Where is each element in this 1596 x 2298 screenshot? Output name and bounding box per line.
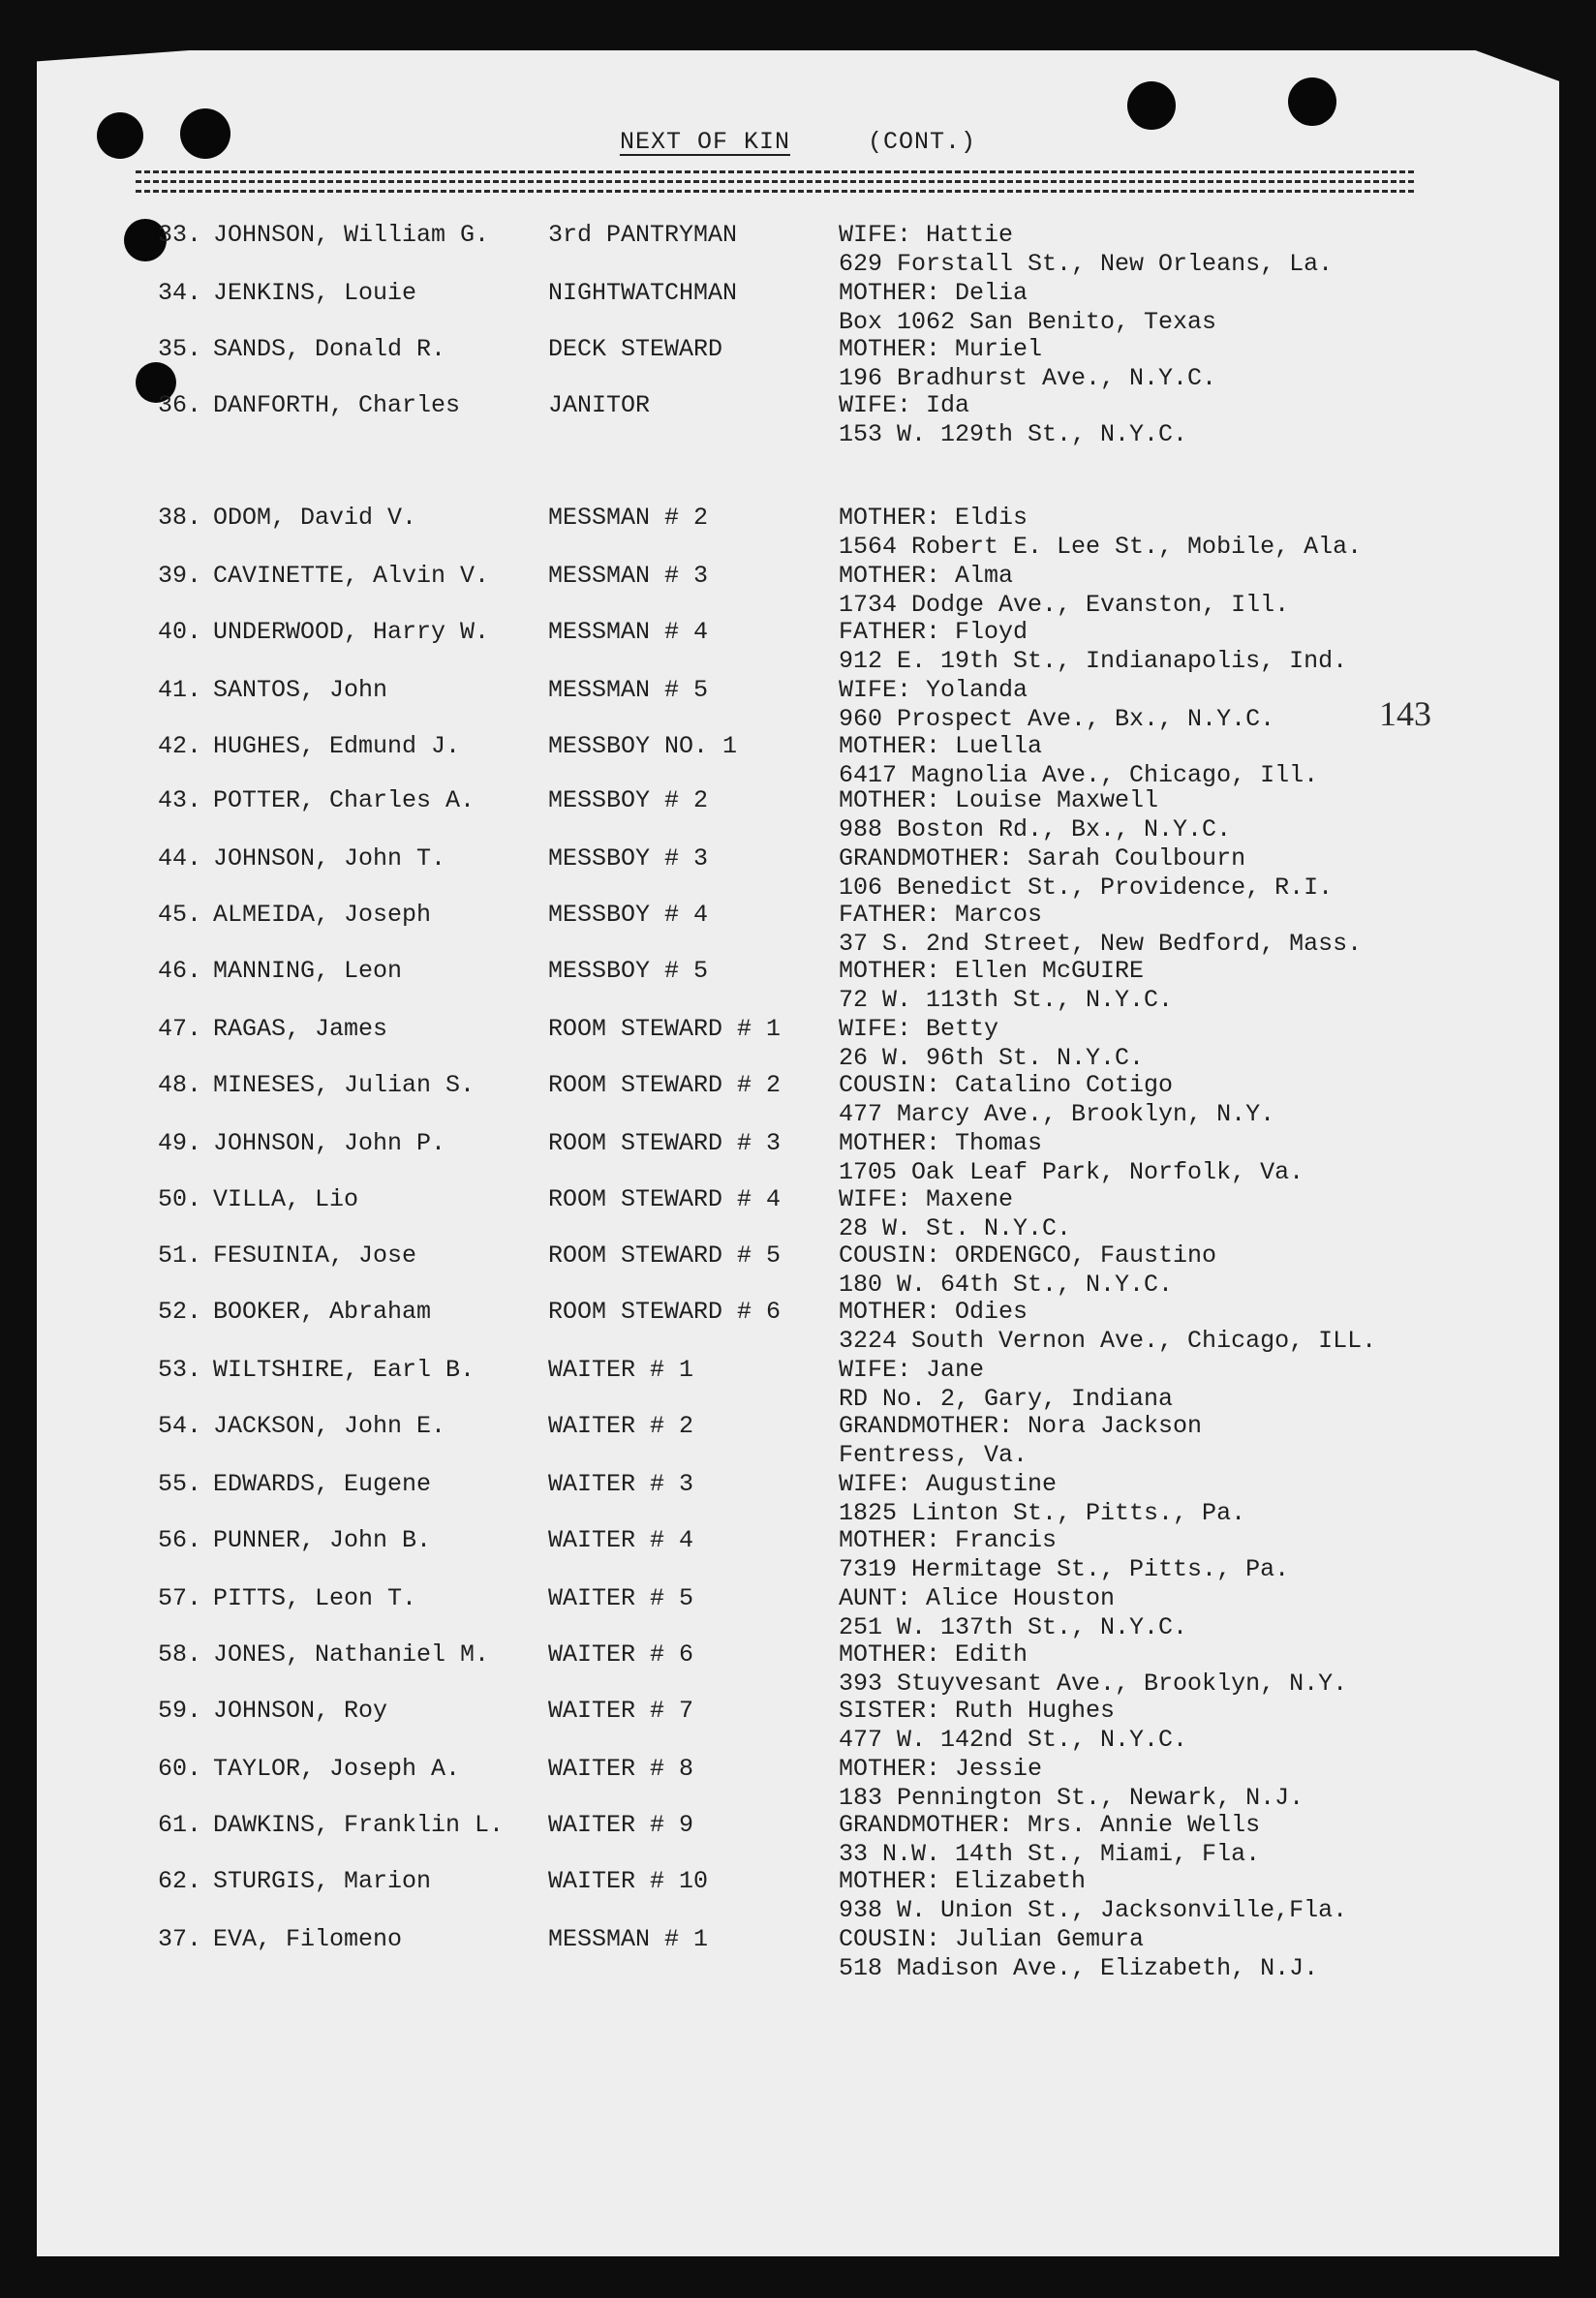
kin-relation: WIFE: Augustine (839, 1470, 1058, 1498)
crew-name: DANFORTH, Charles (213, 391, 461, 419)
kin-relation: MOTHER: Jessie (839, 1755, 1043, 1783)
entry-number: 43. (157, 786, 201, 814)
entry-number: 41. (157, 676, 201, 704)
crew-name: ODOM, David V. (213, 504, 417, 532)
kin-address: 518 Madison Ave., Elizabeth, N.J. (839, 1954, 1319, 1982)
list-item (0, 1470, 1596, 1528)
crew-position: ROOM STEWARD # 2 (548, 1071, 782, 1099)
crew-position: MESSBOY # 4 (548, 901, 709, 929)
kin-relation: AUNT: Alice Houston (839, 1584, 1116, 1612)
crew-name: PITTS, Leon T. (213, 1584, 417, 1612)
crew-position: WAITER # 8 (548, 1755, 694, 1783)
kin-relation: MOTHER: Ellen McGUIRE (839, 957, 1145, 985)
crew-name: RAGAS, James (213, 1015, 388, 1043)
entry-number: 56. (157, 1526, 201, 1554)
entry-number: 54. (157, 1412, 201, 1440)
kin-relation: GRANDMOTHER: Sarah Coulbourn (839, 844, 1246, 873)
crew-name: ALMEIDA, Joseph (213, 901, 432, 929)
crew-position: MESSMAN # 3 (548, 562, 709, 590)
list-item (0, 1584, 1596, 1642)
kin-address: 196 Bradhurst Ave., N.Y.C. (839, 364, 1217, 392)
crew-position: WAITER # 7 (548, 1697, 694, 1725)
crew-name: PUNNER, John B. (213, 1526, 432, 1554)
list-item (0, 1129, 1596, 1187)
crew-position: ROOM STEWARD # 6 (548, 1298, 782, 1326)
crew-name: JOHNSON, William G. (213, 221, 490, 249)
crew-name: MANNING, Leon (213, 957, 403, 985)
list-item (0, 1241, 1596, 1300)
list-item (0, 1071, 1596, 1129)
kin-address: 37 S. 2nd Street, New Bedford, Mass. (839, 930, 1363, 958)
list-item (0, 676, 1596, 734)
entry-number: 58. (157, 1640, 201, 1669)
kin-relation: GRANDMOTHER: Nora Jackson (839, 1412, 1203, 1440)
list-item (0, 1640, 1596, 1699)
kin-address: 106 Benedict St., Providence, R.I. (839, 873, 1334, 902)
crew-position: WAITER # 3 (548, 1470, 694, 1498)
crew-name: TAYLOR, Joseph A. (213, 1755, 461, 1783)
list-item (0, 901, 1596, 959)
crew-position: NIGHTWATCHMAN (548, 279, 738, 307)
list-item (0, 562, 1596, 620)
kin-address: 28 W. St. N.Y.C. (839, 1214, 1072, 1242)
crew-name: WILTSHIRE, Earl B. (213, 1356, 476, 1384)
list-item (0, 618, 1596, 676)
kin-relation: MOTHER: Luella (839, 732, 1043, 760)
crew-name: HUGHES, Edmund J. (213, 732, 461, 760)
crew-position: MESSMAN # 5 (548, 676, 709, 704)
crew-position: MESSMAN # 4 (548, 618, 709, 646)
entry-number: 47. (157, 1015, 201, 1043)
entry-number: 44. (157, 844, 201, 873)
entry-number: 53. (157, 1356, 201, 1384)
kin-address: 477 Marcy Ave., Brooklyn, N.Y. (839, 1100, 1275, 1128)
kin-address: 26 W. 96th St. N.Y.C. (839, 1044, 1145, 1072)
kin-address: 629 Forstall St., New Orleans, La. (839, 250, 1334, 278)
kin-relation: SISTER: Ruth Hughes (839, 1697, 1116, 1725)
list-item (0, 279, 1596, 337)
kin-address: 960 Prospect Ave., Bx., N.Y.C. (839, 705, 1275, 733)
crew-position: WAITER # 6 (548, 1640, 694, 1669)
list-item (0, 1867, 1596, 1925)
kin-address: 33 N.W. 14th St., Miami, Fla. (839, 1840, 1261, 1868)
kin-address: RD No. 2, Gary, Indiana (839, 1385, 1174, 1413)
list-item (0, 391, 1596, 449)
kin-relation: WIFE: Ida (839, 391, 970, 419)
entry-number: 46. (157, 957, 201, 985)
crew-position: WAITER # 2 (548, 1412, 694, 1440)
kin-address: 1705 Oak Leaf Park, Norfolk, Va. (839, 1158, 1304, 1186)
divider-rule (136, 180, 1414, 183)
crew-name: JOHNSON, John P. (213, 1129, 446, 1157)
entry-number: 39. (157, 562, 201, 590)
kin-relation: WIFE: Yolanda (839, 676, 1028, 704)
entry-number: 57. (157, 1584, 201, 1612)
crew-name: EDWARDS, Eugene (213, 1470, 432, 1498)
entry-number: 37. (157, 1925, 201, 1953)
kin-address: 183 Pennington St., Newark, N.J. (839, 1784, 1304, 1812)
page-title (0, 128, 1596, 156)
crew-name: POTTER, Charles A. (213, 786, 476, 814)
title-main: NEXT OF KIN (619, 128, 790, 156)
kin-address: 988 Boston Rd., Bx., N.Y.C. (839, 815, 1232, 843)
list-item (0, 1356, 1596, 1414)
kin-address: 393 Stuyvesant Ave., Brooklyn, N.Y. (839, 1670, 1348, 1698)
list-item (0, 1811, 1596, 1869)
punch-hole (1288, 77, 1336, 126)
kin-address: 1564 Robert E. Lee St., Mobile, Ala. (839, 533, 1363, 561)
crew-name: UNDERWOOD, Harry W. (213, 618, 490, 646)
entry-number: 48. (157, 1071, 201, 1099)
crew-name: CAVINETTE, Alvin V. (213, 562, 490, 590)
list-item (0, 1298, 1596, 1356)
kin-relation: FATHER: Floyd (839, 618, 1028, 646)
crew-name: STURGIS, Marion (213, 1867, 432, 1895)
list-item (0, 335, 1596, 393)
kin-relation: WIFE: Betty (839, 1015, 999, 1043)
crew-name: DAWKINS, Franklin L. (213, 1811, 505, 1839)
crew-name: BOOKER, Abraham (213, 1298, 432, 1326)
kin-address: 938 W. Union St., Jacksonville,Fla. (839, 1896, 1348, 1924)
entry-number: 36. (157, 391, 201, 419)
crew-name: JONES, Nathaniel M. (213, 1640, 490, 1669)
list-item (0, 221, 1596, 279)
kin-address: 912 E. 19th St., Indianapolis, Ind. (839, 647, 1348, 675)
crew-name: MINESES, Julian S. (213, 1071, 476, 1099)
kin-relation: MOTHER: Eldis (839, 504, 1028, 532)
kin-relation: MOTHER: Alma (839, 562, 1014, 590)
crew-position: WAITER # 9 (548, 1811, 694, 1839)
crew-position: MESSBOY # 3 (548, 844, 709, 873)
list-item (0, 1185, 1596, 1243)
entry-number: 49. (157, 1129, 201, 1157)
crew-position: MESSMAN # 2 (548, 504, 709, 532)
crew-name: JOHNSON, John T. (213, 844, 446, 873)
entry-number: 33. (157, 221, 201, 249)
page-number: 143 (1379, 694, 1431, 733)
kin-relation: WIFE: Hattie (839, 221, 1014, 249)
list-item (0, 1412, 1596, 1470)
kin-address: 7319 Hermitage St., Pitts., Pa. (839, 1555, 1290, 1583)
crew-position: WAITER # 10 (548, 1867, 709, 1895)
entry-number: 38. (157, 504, 201, 532)
kin-address: 1825 Linton St., Pitts., Pa. (839, 1499, 1246, 1527)
list-item (0, 844, 1596, 903)
kin-relation: FATHER: Marcos (839, 901, 1043, 929)
list-item (0, 786, 1596, 844)
crew-position: 3rd PANTRYMAN (548, 221, 738, 249)
crew-name: JACKSON, John E. (213, 1412, 446, 1440)
kin-address: 1734 Dodge Ave., Evanston, Ill. (839, 591, 1290, 619)
kin-relation: COUSIN: Catalino Cotigo (839, 1071, 1174, 1099)
kin-relation: GRANDMOTHER: Mrs. Annie Wells (839, 1811, 1261, 1839)
kin-address: 6417 Magnolia Ave., Chicago, Ill. (839, 761, 1319, 789)
list-item (0, 1526, 1596, 1584)
kin-address: 251 W. 137th St., N.Y.C. (839, 1613, 1188, 1641)
crew-name: JENKINS, Louie (213, 279, 417, 307)
divider-rule (136, 190, 1414, 193)
kin-relation: MOTHER: Elizabeth (839, 1867, 1087, 1895)
kin-address: 3224 South Vernon Ave., Chicago, ILL. (839, 1327, 1377, 1355)
entry-number: 59. (157, 1697, 201, 1725)
kin-relation: WIFE: Maxene (839, 1185, 1014, 1213)
entry-number: 45. (157, 901, 201, 929)
crew-name: SANTOS, John (213, 676, 388, 704)
kin-address: 477 W. 142nd St., N.Y.C. (839, 1726, 1188, 1754)
entry-number: 42. (157, 732, 201, 760)
kin-relation: MOTHER: Edith (839, 1640, 1028, 1669)
list-item (0, 1755, 1596, 1813)
kin-relation: MOTHER: Muriel (839, 335, 1043, 363)
divider-rule (136, 170, 1414, 173)
kin-address: 153 W. 129th St., N.Y.C. (839, 420, 1188, 448)
crew-name: VILLA, Lio (213, 1185, 359, 1213)
list-item (0, 1015, 1596, 1073)
crew-position: MESSMAN # 1 (548, 1925, 709, 1953)
crew-position: JANITOR (548, 391, 651, 419)
crew-position: ROOM STEWARD # 3 (548, 1129, 782, 1157)
entry-number: 60. (157, 1755, 201, 1783)
kin-relation: COUSIN: ORDENGCO, Faustino (839, 1241, 1217, 1270)
list-item (0, 732, 1596, 790)
entry-number: 35. (157, 335, 201, 363)
crew-name: SANDS, Donald R. (213, 335, 446, 363)
crew-position: ROOM STEWARD # 5 (548, 1241, 782, 1270)
list-item (0, 1925, 1596, 1983)
crew-name: EVA, Filomeno (213, 1925, 403, 1953)
kin-relation: MOTHER: Louise Maxwell (839, 786, 1159, 814)
entry-number: 50. (157, 1185, 201, 1213)
crew-position: WAITER # 5 (548, 1584, 694, 1612)
crew-position: ROOM STEWARD # 4 (548, 1185, 782, 1213)
crew-position: MESSBOY NO. 1 (548, 732, 738, 760)
entry-number: 40. (157, 618, 201, 646)
kin-relation: WIFE: Jane (839, 1356, 985, 1384)
title-cont: (CONT.) (868, 128, 977, 156)
list-item (0, 504, 1596, 562)
kin-address: Fentress, Va. (839, 1441, 1028, 1469)
list-item (0, 1697, 1596, 1755)
kin-relation: MOTHER: Delia (839, 279, 1028, 307)
crew-name: FESUINIA, Jose (213, 1241, 417, 1270)
entry-number: 34. (157, 279, 201, 307)
crew-position: WAITER # 1 (548, 1356, 694, 1384)
entry-number: 52. (157, 1298, 201, 1326)
entry-number: 55. (157, 1470, 201, 1498)
list-item (0, 957, 1596, 1015)
crew-position: MESSBOY # 2 (548, 786, 709, 814)
crew-position: WAITER # 4 (548, 1526, 694, 1554)
kin-address: Box 1062 San Benito, Texas (839, 308, 1217, 336)
crew-name: JOHNSON, Roy (213, 1697, 388, 1725)
kin-relation: MOTHER: Thomas (839, 1129, 1043, 1157)
entry-number: 51. (157, 1241, 201, 1270)
kin-relation: MOTHER: Francis (839, 1526, 1058, 1554)
kin-address: 72 W. 113th St., N.Y.C. (839, 986, 1174, 1014)
kin-relation: MOTHER: Odies (839, 1298, 1028, 1326)
crew-position: DECK STEWARD (548, 335, 723, 363)
punch-hole (1127, 81, 1176, 130)
crew-position: ROOM STEWARD # 1 (548, 1015, 782, 1043)
entry-number: 61. (157, 1811, 201, 1839)
entry-number: 62. (157, 1867, 201, 1895)
kin-address: 180 W. 64th St., N.Y.C. (839, 1271, 1174, 1299)
crew-position: MESSBOY # 5 (548, 957, 709, 985)
kin-relation: COUSIN: Julian Gemura (839, 1925, 1145, 1953)
